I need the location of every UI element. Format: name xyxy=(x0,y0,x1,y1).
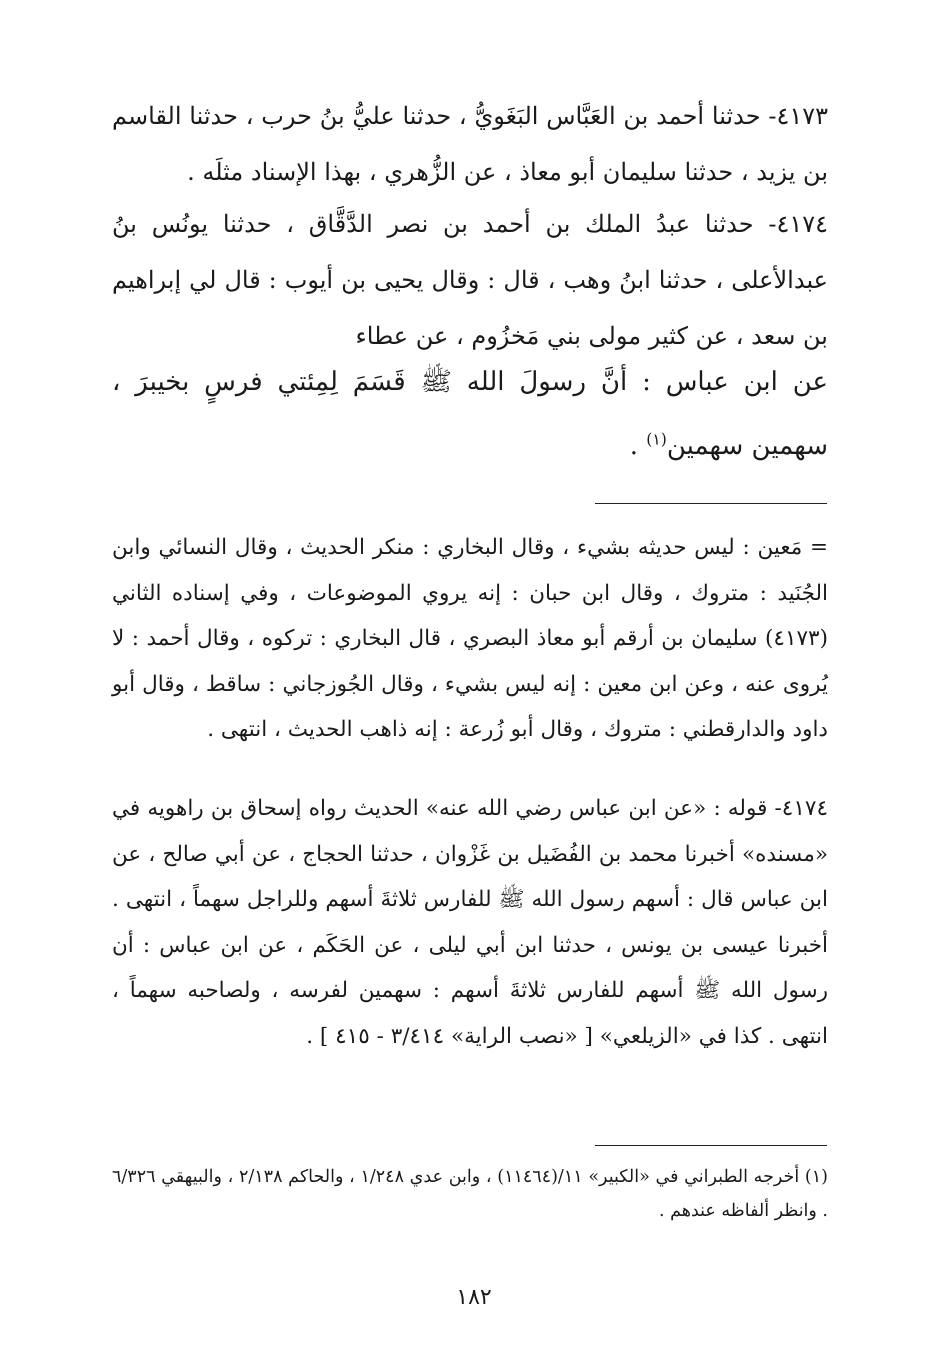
commentary-narrators: = مَعين : ليس حديثه بشيء ، وقال البخاري : منكر الحديث ، وقال النسائي وابن الجُنَيد : متروك ، وقال ابن حبان : إنه يروي الموضوعات ، وفي إسناده الثاني (٤١٧٣) سليمان بن أرقم أبو معاذ البصري ، قال البخاري : تركوه ، وقال أحمد : لا يُروى عنه ، وعن ابن معين : إنه ليس بشيء ، وقال الجُوزجاني : ساقط ، وقال أبو داود والدارقطني : متروك ، وقال أبو زُرعة : إنه ذاهب الحديث ، انتهى . xyxy=(112,535,828,742)
hadith-4173: ٤١٧٣- حدثنا أحمد بن العَبَّاس البَغَويُّ ، حدثنا عليُّ بنُ حرب ، حدثنا القاسم بن يزيد ، حدثنا سليمان أبو معاذ ، عن الزُّهري ، بهذا الإسناد مثلَه . xyxy=(112,102,828,186)
footnote-reference[interactable]: (١) xyxy=(646,430,667,449)
hadith-4174-end: . xyxy=(629,431,647,461)
hadith-4174-matn-text: عن ابن عباس : أنَّ رسولَ الله ﷺ قَسَمَ لِمِئتي فرسٍ بخيبرَ ، سهمين سهمين xyxy=(112,367,828,461)
commentary-hadith-4174: ٤١٧٤- قوله : «عن ابن عباس رضي الله عنه» الحديث رواه إسحاق بن راهويه في «مسنده» أخبرنا محمد بن الفُضَيل بن غَزْوان ، حدثنا الحجاج ، عن أبي صالح ، عن ابن عباس قال : أسهم رسول الله ﷺ للفارس ثلاثةَ أسهم وللراجل سهماً ، انتهى . أخبرنا عيسى بن يونس ، حدثنا ابن أبي ليلى ، عن الحَكَم ، عن ابن عباس : أن رسول الله ﷺ أسهم للفارس ثلاثةَ أسهم : سهمين لفرسه ، ولصاحبه سهماً ، انتهى . كذا في «الزيلعي» [ «نصب الراية» ٣/٤١٤ - ٤١٥ ] . xyxy=(112,796,828,1049)
hadith-4174-isnad: ٤١٧٤- حدثنا عبدُ الملك بن أحمد بن نصر الدَّقَّاق ، حدثنا يونُس بنُ عبدالأعلى ، حدثنا ابنُ وهب ، قال : وقال يحيى بن أيوب : قال لي إبراهيم بن سعد ، عن كثير مولى بني مَخزُوم ، عن عطاء xyxy=(112,210,828,350)
main-text-separator xyxy=(595,503,827,504)
page-number: ١٨٢ xyxy=(456,1285,492,1310)
footnote-separator xyxy=(595,1145,827,1146)
hadith-4174-matn xyxy=(112,350,828,478)
footnote-1: (١) أخرجه الطبراني في «الكبير» ١١/(١١٤٦٤) ، وابن عدي ١/٢٤٨ ، والحاكم ٢/١٣٨ ، والبيهقي ٦/٣٢٦ . وانظر ألفاظه عندهم . xyxy=(112,1167,828,1221)
